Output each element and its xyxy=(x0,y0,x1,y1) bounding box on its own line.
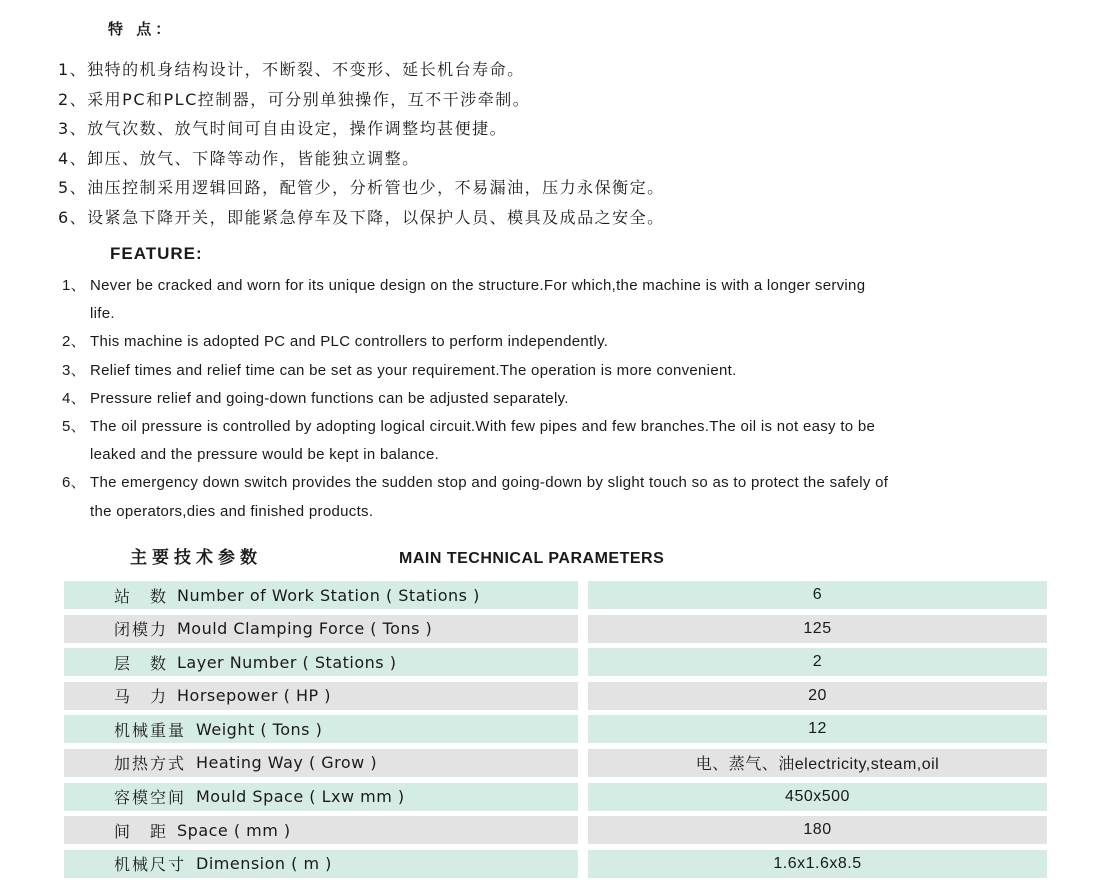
parameter-row xyxy=(64,850,1047,878)
parameter-value: 20 xyxy=(588,682,1047,710)
parameter-label-cn: 间 距 xyxy=(114,821,169,841)
parameter-row xyxy=(64,749,1047,777)
feature-en-number: 2、 xyxy=(62,333,86,351)
feature-en-number: 4、 xyxy=(62,389,86,407)
feature-en-item xyxy=(62,469,890,525)
parameter-row xyxy=(64,581,1047,609)
parameters-table xyxy=(64,581,1047,883)
parameter-label xyxy=(64,749,578,777)
parameter-label-en: Mould Clamping Force ( Tons ) xyxy=(177,619,433,639)
parameter-value: 6 xyxy=(588,581,1047,609)
parameter-value: 12 xyxy=(588,715,1047,743)
feature-en-text: Relief times and relief time can be set as your requirement.The operation is more convenient. xyxy=(90,361,737,379)
parameters-title-en: MAIN TECHNICAL PARAMETERS xyxy=(399,550,665,567)
parameter-row xyxy=(64,816,1047,844)
parameter-row xyxy=(64,783,1047,811)
parameters-title-cn: 主要技术参数 xyxy=(130,548,262,568)
feature-cn-item: 2、采用PC和PLC控制器，可分别单独操作，互不干涉牵制。 xyxy=(58,89,531,109)
parameter-label-cn: 层 数 xyxy=(114,653,169,673)
feature-en-item xyxy=(62,385,890,413)
parameter-label-en: Heating Way ( Grow ) xyxy=(196,753,378,773)
feature-cn-item: 3、放气次数、放气时间可自由设定，操作调整均甚便捷。 xyxy=(58,119,508,138)
parameter-value: 电、蒸气、油electricity,steam,oil xyxy=(588,749,1047,777)
parameter-label-en: Number of Work Station ( Stations ) xyxy=(177,585,480,605)
feature-en-item xyxy=(62,413,890,469)
feature-en-text: Pressure relief and going-down functions can be adjusted separately. xyxy=(90,389,569,407)
feature-en-number: 6、 xyxy=(62,474,86,492)
parameter-label xyxy=(64,615,578,643)
parameter-label-cn: 闭模力 xyxy=(114,620,169,640)
parameter-label xyxy=(64,850,578,878)
feature-en-number: 3、 xyxy=(62,361,86,379)
parameter-label xyxy=(64,682,578,710)
feature-en-item xyxy=(62,328,890,356)
parameter-label-en: Horsepower ( HP ) xyxy=(177,686,331,706)
feature-en-item xyxy=(62,357,890,385)
parameter-label-cn: 容模空间 xyxy=(114,788,187,808)
feature-en-item xyxy=(62,272,890,328)
feature-cn-item: 1、独特的机身结构设计，不断裂、不变形、延长机台寿命。 xyxy=(58,60,525,79)
features-cn-list xyxy=(58,55,665,232)
parameter-row xyxy=(64,715,1047,743)
feature-cn-item: 4、卸压、放气、下降等动作，皆能独立调整。 xyxy=(58,148,420,168)
feature-cn-item: 6、设紧急下降开关，即能紧急停车及下降，以保护人员、模具及成品之安全。 xyxy=(58,207,665,227)
feature-en-text: The oil pressure is controlled by adopting logical circuit.With few pipes and few branches.The oil is not easy to be leaked and the pressure would be kept in balance. xyxy=(90,418,876,464)
feature-en-text: The emergency down switch provides the sudden stop and going-down by slight touch so as to protect the safely of the operators,dies and finished products. xyxy=(90,474,889,520)
features-cn-heading: 特 点： xyxy=(108,20,175,38)
parameter-label xyxy=(64,715,578,743)
parameter-label-cn: 机械尺寸 xyxy=(114,855,187,875)
features-en-list xyxy=(62,272,890,526)
parameter-row xyxy=(64,682,1047,710)
parameter-label-en: Weight ( Tons ) xyxy=(196,719,323,739)
parameter-label xyxy=(64,816,578,844)
parameter-label-cn: 马 力 xyxy=(114,687,169,707)
feature-en-number: 1、 xyxy=(62,277,86,294)
parameter-label xyxy=(64,783,578,811)
parameter-label-cn: 站 数 xyxy=(114,586,169,606)
parameter-value: 450x500 xyxy=(588,783,1047,811)
parameter-label-en: Space ( mm ) xyxy=(177,820,291,840)
parameter-label-en: Mould Space ( Lxw mm ) xyxy=(196,787,405,807)
parameter-value: 2 xyxy=(588,648,1047,676)
parameter-label xyxy=(64,581,578,609)
parameter-value: 125 xyxy=(588,615,1047,643)
parameter-label-en: Layer Number ( Stations ) xyxy=(177,652,397,672)
feature-en-number: 5、 xyxy=(62,418,86,436)
parameter-value: 1.6x1.6x8.5 xyxy=(588,850,1047,878)
parameter-label-cn: 加热方式 xyxy=(114,754,187,774)
feature-en-text: This machine is adopted PC and PLC controllers to perform independently. xyxy=(90,333,609,351)
parameter-row xyxy=(64,615,1047,643)
feature-cn-item: 5、油压控制采用逻辑回路，配管少，分析管也少，不易漏油，压力永保衡定。 xyxy=(58,178,665,197)
parameter-label-cn: 机械重量 xyxy=(114,720,187,740)
parameter-row xyxy=(64,648,1047,676)
feature-en-text: Never be cracked and worn for its unique design on the structure.For which,the machine is with a longer serving life. xyxy=(90,277,866,323)
parameter-value: 180 xyxy=(588,816,1047,844)
features-en-heading: FEATURE: xyxy=(110,244,203,263)
parameter-label xyxy=(64,648,578,676)
parameter-label-en: Dimension ( m ) xyxy=(196,854,332,874)
